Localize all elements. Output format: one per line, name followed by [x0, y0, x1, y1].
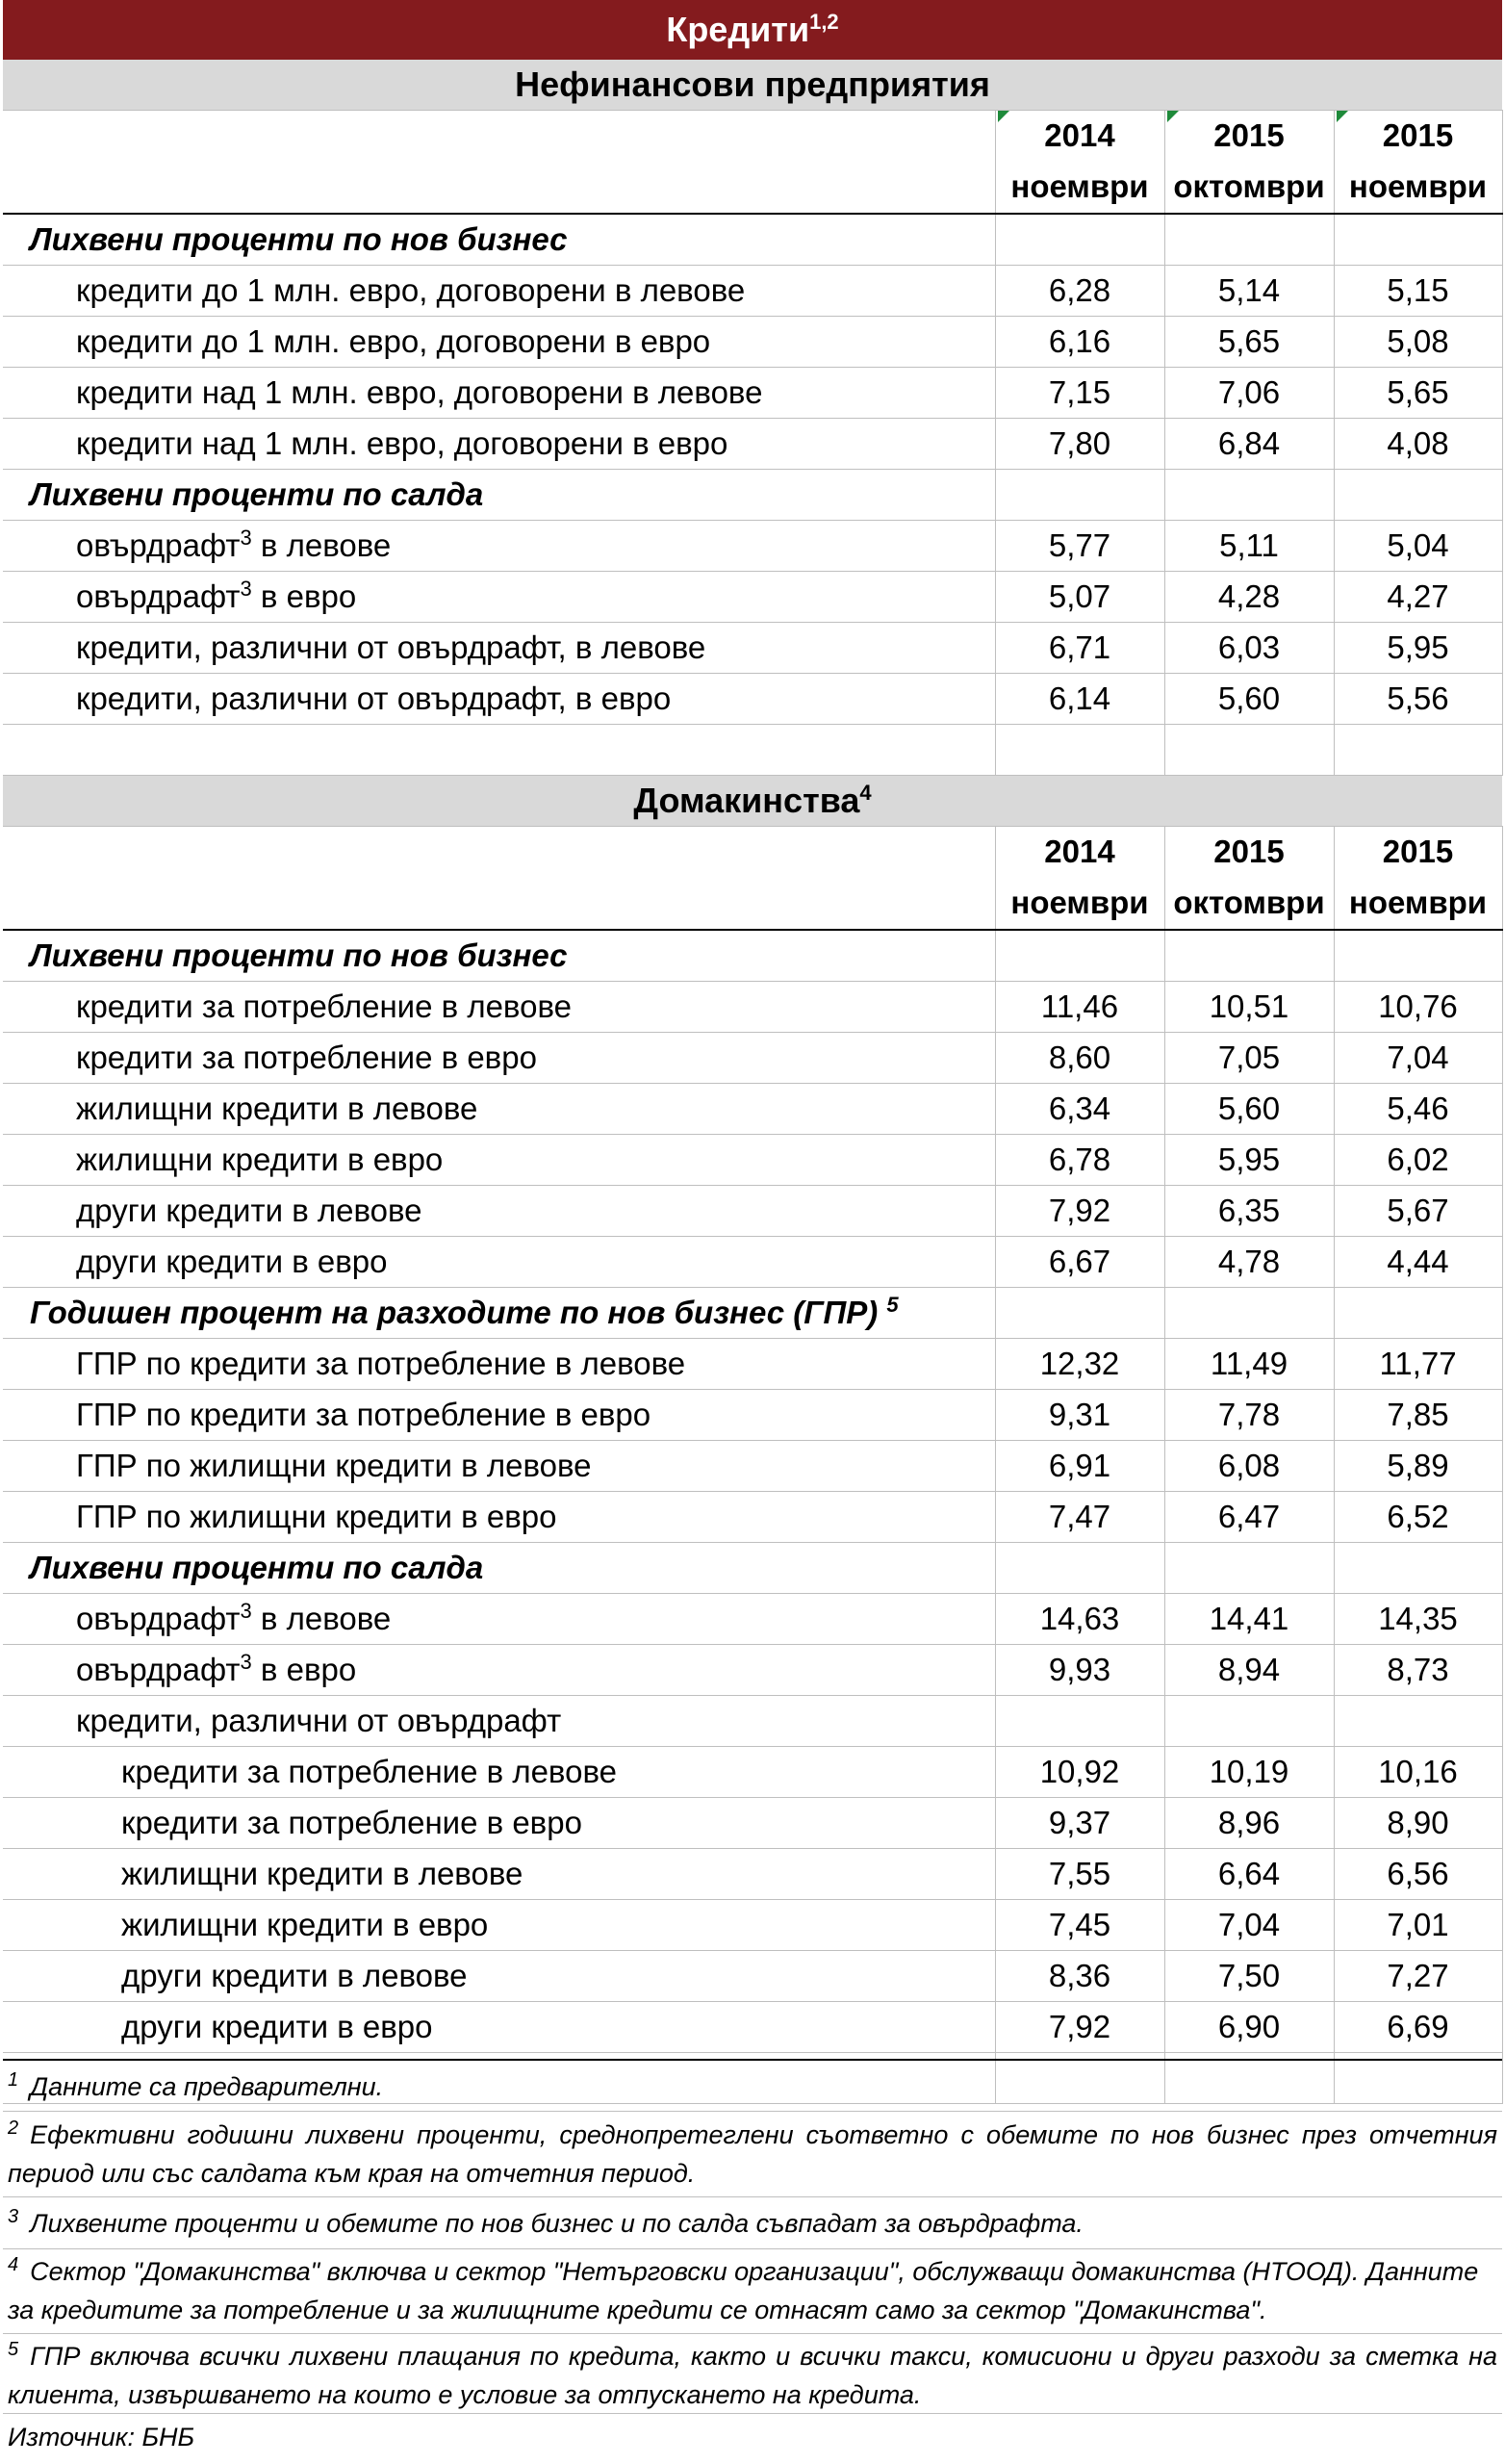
footnote-ref: 3: [240, 1650, 252, 1674]
overdraft-word: овърдрафт: [76, 1652, 241, 1687]
row-suffix: в евро: [251, 1652, 357, 1687]
row-value: 11,77: [1334, 1339, 1502, 1390]
table-row: [3, 521, 1502, 572]
row-value: 5,15: [1334, 266, 1502, 317]
row-label: [3, 1594, 995, 1645]
table-row: [3, 982, 1502, 1033]
row-value: 7,80: [995, 419, 1164, 470]
table-row: [3, 2002, 1502, 2053]
row-label: кредити за потребление в евро: [3, 1033, 995, 1084]
footnote-text: Ефективни годишни лихвени проценти, среднопретеглени съответно с обемите по нов бизнес през отчетния период или със салдата към края на отчетния период.: [8, 2120, 1497, 2188]
row-value: 4,44: [1334, 1237, 1502, 1288]
table-row: [3, 1798, 1502, 1849]
row-value: 4,78: [1164, 1237, 1334, 1288]
spacer-row: [3, 725, 1502, 776]
row-value: 9,31: [995, 1390, 1164, 1441]
row-value: 4,08: [1334, 419, 1502, 470]
table-row: [3, 1645, 1502, 1696]
table-row: [3, 1084, 1502, 1135]
households-months-row: [3, 877, 1502, 930]
section-label: Лихвени проценти по салда: [3, 470, 995, 521]
footnote-number: 5: [8, 2339, 19, 2360]
table-row: [3, 1900, 1502, 1951]
row-value: 10,51: [1164, 982, 1334, 1033]
year-col1: 2014: [1044, 117, 1115, 153]
footnote-number: 4: [8, 2254, 19, 2275]
section-row: [3, 1543, 1502, 1594]
footnote-separator: [3, 2196, 1502, 2197]
footnote-text: Данните са предварителни.: [30, 2072, 384, 2101]
section-row: [3, 930, 1502, 982]
footnote-2: [8, 2116, 1497, 2193]
title-sup: 1,2: [809, 10, 839, 34]
subsection-label: кредити, различни от овърдрафт: [3, 1696, 995, 1747]
households-years-row: [3, 827, 1502, 878]
footnote-number: 3: [8, 2206, 19, 2227]
row-label: ГПР по кредити за потребление в левове: [3, 1339, 995, 1390]
table-row: [3, 1339, 1502, 1390]
footnote-ref: 5: [886, 1293, 899, 1317]
row-value: 6,84: [1164, 419, 1334, 470]
row-value: 5,11: [1164, 521, 1334, 572]
row-value: 6,78: [995, 1135, 1164, 1186]
comment-marker-icon: [1167, 111, 1179, 122]
row-label: ГПР по жилищни кредити в евро: [3, 1492, 995, 1543]
row-value: 5,89: [1334, 1441, 1502, 1492]
year-col1: 2014: [995, 827, 1164, 878]
section-row: [3, 1288, 1502, 1339]
title-text: Кредити: [666, 10, 810, 49]
footnote-3: [8, 2204, 1497, 2243]
enterprises-months-row: [3, 161, 1502, 214]
row-value: 6,64: [1164, 1849, 1334, 1900]
row-value: 5,60: [1164, 1084, 1334, 1135]
row-value: 9,93: [995, 1645, 1164, 1696]
row-value: 5,77: [995, 521, 1164, 572]
row-value: 11,46: [995, 982, 1164, 1033]
footnote-separator: [3, 2413, 1502, 2414]
row-value: 6,47: [1164, 1492, 1334, 1543]
row-label: други кредити в левове: [3, 1186, 995, 1237]
footnote-number: 1: [8, 2069, 19, 2091]
row-value: 7,27: [1334, 1951, 1502, 2002]
households-band: [3, 776, 1502, 827]
comment-marker-icon: [1337, 111, 1348, 122]
month-col1: ноември: [995, 877, 1164, 930]
row-label: жилищни кредити в евро: [3, 1900, 995, 1951]
row-value: 7,06: [1164, 368, 1334, 419]
year-col3: 2015: [1334, 827, 1502, 878]
row-value: 5,65: [1164, 317, 1334, 368]
row-value: 6,71: [995, 623, 1164, 674]
year-col2: 2015: [1213, 117, 1285, 153]
row-label: кредити, различни от овърдрафт, в левове: [3, 623, 995, 674]
row-value: 6,03: [1164, 623, 1334, 674]
table-row: [3, 266, 1502, 317]
row-value: 4,27: [1334, 572, 1502, 623]
row-value: 10,92: [995, 1747, 1164, 1798]
row-value: 8,96: [1164, 1798, 1334, 1849]
row-value: 5,56: [1334, 674, 1502, 725]
row-value: 6,91: [995, 1441, 1164, 1492]
table-title: [3, 0, 1502, 60]
table-row: [3, 317, 1502, 368]
table-row: [3, 1951, 1502, 2002]
row-value: 5,60: [1164, 674, 1334, 725]
row-value: 5,95: [1334, 623, 1502, 674]
row-label: кредити до 1 млн. евро, договорени в левове: [3, 266, 995, 317]
table-row: [3, 623, 1502, 674]
row-label: кредити за потребление в евро: [3, 1798, 995, 1849]
enterprises-band: [3, 60, 1502, 111]
row-value: 7,01: [1334, 1900, 1502, 1951]
footnote-4: [8, 2252, 1497, 2329]
table-row: [3, 419, 1502, 470]
footnote-text: Лихвените проценти и обемите по нов бизнес и по салда съвпадат за овърдрафта.: [30, 2209, 1084, 2238]
row-value: 6,67: [995, 1237, 1164, 1288]
row-suffix: в левове: [251, 1601, 392, 1636]
row-label: кредити до 1 млн. евро, договорени в евро: [3, 317, 995, 368]
row-value: 6,56: [1334, 1849, 1502, 1900]
row-value: 7,04: [1334, 1033, 1502, 1084]
row-value: 6,14: [995, 674, 1164, 725]
footnote-separator: [3, 2248, 1502, 2249]
table-row: [3, 674, 1502, 725]
row-value: 4,28: [1164, 572, 1334, 623]
row-label: кредити за потребление в левове: [3, 982, 995, 1033]
row-value: 10,16: [1334, 1747, 1502, 1798]
title-row: [3, 0, 1502, 60]
row-label: [3, 572, 995, 623]
row-value: 7,78: [1164, 1390, 1334, 1441]
row-value: 9,37: [995, 1798, 1164, 1849]
row-label: жилищни кредити в левове: [3, 1849, 995, 1900]
row-value: 5,65: [1334, 368, 1502, 419]
row-label: ГПР по жилищни кредити в левове: [3, 1441, 995, 1492]
row-value: 11,49: [1164, 1339, 1334, 1390]
row-value: 8,36: [995, 1951, 1164, 2002]
source-note: Източник: БНБ: [8, 2423, 195, 2451]
row-label: други кредити в левове: [3, 1951, 995, 2002]
row-label: кредити над 1 млн. евро, договорени в левове: [3, 368, 995, 419]
month-col2: октомври: [1164, 161, 1334, 214]
row-value: 7,15: [995, 368, 1164, 419]
footnote-ref: 3: [240, 577, 252, 601]
overdraft-word: овърдрафт: [76, 1601, 241, 1636]
section-row: [3, 470, 1502, 521]
row-value: 7,45: [995, 1900, 1164, 1951]
row-value: 8,90: [1334, 1798, 1502, 1849]
year-col3: 2015: [1382, 117, 1454, 153]
footnote-1: [8, 2067, 1497, 2106]
table-row: [3, 572, 1502, 623]
section-row: [3, 214, 1502, 266]
footnote-ref: 4: [859, 781, 872, 805]
row-value: 7,55: [995, 1849, 1164, 1900]
table-row: [3, 1594, 1502, 1645]
table-row: [3, 1033, 1502, 1084]
table-row: [3, 1390, 1502, 1441]
row-value: 6,90: [1164, 2002, 1334, 2053]
apr-label: Годишен процент на разходите по нов бизнес (ГПР): [30, 1295, 879, 1330]
enterprises-years-row: [3, 111, 1502, 162]
month-col2: октомври: [1164, 877, 1334, 930]
row-value: 6,35: [1164, 1186, 1334, 1237]
row-label: жилищни кредити в левове: [3, 1084, 995, 1135]
row-value: 7,47: [995, 1492, 1164, 1543]
footnote-number: 2: [8, 2118, 19, 2139]
footnote-separator: [3, 2333, 1502, 2334]
footnote-text: ГПР включва всички лихвени плащания по кредита, както и всички такси, комисиони и други разходи за сметка на клиента, извършването на които е условие за отпускането на кредита.: [8, 2342, 1497, 2409]
row-label: други кредити в евро: [3, 2002, 995, 2053]
month-col3: ноември: [1334, 877, 1502, 930]
row-value: 7,04: [1164, 1900, 1334, 1951]
table-row: [3, 368, 1502, 419]
overdraft-word: овърдрафт: [76, 527, 241, 563]
row-value: 14,35: [1334, 1594, 1502, 1645]
row-value: 5,67: [1334, 1186, 1502, 1237]
row-label: [3, 1645, 995, 1696]
row-value: 7,05: [1164, 1033, 1334, 1084]
row-value: 7,92: [995, 2002, 1164, 2053]
section-label: Лихвени проценти по нов бизнес: [3, 214, 995, 266]
subsection-row: [3, 1696, 1502, 1747]
row-value: 10,19: [1164, 1747, 1334, 1798]
row-value: 5,08: [1334, 317, 1502, 368]
table-row: [3, 1747, 1502, 1798]
row-label: жилищни кредити в евро: [3, 1135, 995, 1186]
row-value: 14,41: [1164, 1594, 1334, 1645]
overdraft-word: овърдрафт: [76, 578, 241, 614]
row-value: 8,60: [995, 1033, 1164, 1084]
row-value: 5,14: [1164, 266, 1334, 317]
table-row: [3, 1186, 1502, 1237]
row-label: кредити над 1 млн. евро, договорени в евро: [3, 419, 995, 470]
section-label: Лихвени проценти по салда: [3, 1543, 995, 1594]
row-value: 7,85: [1334, 1390, 1502, 1441]
row-value: 5,04: [1334, 521, 1502, 572]
row-label: ГПР по кредити за потребление в евро: [3, 1390, 995, 1441]
row-label: кредити за потребление в левове: [3, 1747, 995, 1798]
section-label: Лихвени проценти по нов бизнес: [3, 930, 995, 982]
footnotes-divider: [3, 2059, 1502, 2061]
row-value: 8,94: [1164, 1645, 1334, 1696]
row-value: 6,69: [1334, 2002, 1502, 2053]
table-row: [3, 1492, 1502, 1543]
row-label: кредити, различни от овърдрафт, в евро: [3, 674, 995, 725]
month-col3: ноември: [1334, 161, 1502, 214]
year-col2: 2015: [1164, 827, 1334, 878]
households-heading-text: Домакинства: [633, 781, 860, 820]
row-label: други кредити в евро: [3, 1237, 995, 1288]
row-value: 8,73: [1334, 1645, 1502, 1696]
footnote-ref: 3: [240, 1599, 252, 1623]
month-col1: ноември: [995, 161, 1164, 214]
row-value: 5,46: [1334, 1084, 1502, 1135]
footnote-ref: 3: [240, 526, 252, 550]
table-row: [3, 1849, 1502, 1900]
row-value: 6,28: [995, 266, 1164, 317]
table-row: [3, 1441, 1502, 1492]
row-value: 6,16: [995, 317, 1164, 368]
comment-marker-icon: [998, 111, 1009, 122]
row-value: 12,32: [995, 1339, 1164, 1390]
row-value: 5,07: [995, 572, 1164, 623]
row-value: 6,52: [1334, 1492, 1502, 1543]
row-suffix: в евро: [251, 578, 357, 614]
row-value: 6,08: [1164, 1441, 1334, 1492]
row-value: 5,95: [1164, 1135, 1334, 1186]
row-value: 10,76: [1334, 982, 1502, 1033]
row-suffix: в левове: [251, 527, 392, 563]
section-label: [3, 1288, 995, 1339]
row-value: 7,92: [995, 1186, 1164, 1237]
table-row: [3, 1135, 1502, 1186]
row-value: 14,63: [995, 1594, 1164, 1645]
row-value: 6,34: [995, 1084, 1164, 1135]
loans-table: [3, 0, 1503, 2104]
row-value: 7,50: [1164, 1951, 1334, 2002]
households-heading: [3, 776, 1502, 827]
table-row: [3, 1237, 1502, 1288]
footnote-separator: [3, 2111, 1502, 2112]
row-value: 6,02: [1334, 1135, 1502, 1186]
enterprises-heading: Нефинансови предприятия: [3, 60, 1502, 111]
footnote-text: Сектор "Домакинства" включва и сектор "Нетърговски организации", обслужващи домакинства (НТООД). Данните за кредитите за потребление и за жилищните кредити се отнасят само за сектор "Домакинства".: [8, 2257, 1479, 2324]
footnote-5: [8, 2337, 1497, 2414]
row-label: [3, 521, 995, 572]
